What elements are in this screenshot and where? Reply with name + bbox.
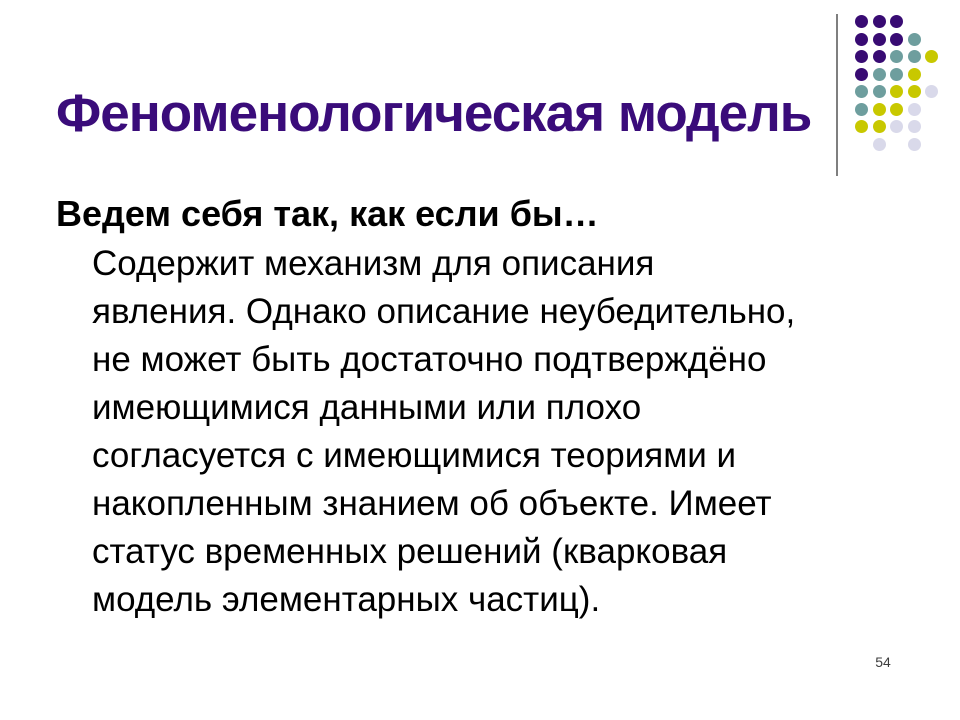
slide-body (56, 190, 926, 624)
decorative-dot (890, 85, 903, 98)
decorative-dot (855, 120, 868, 133)
paragraph-line: не может быть достаточно подтверждёно (92, 340, 767, 379)
decorative-dot (908, 50, 921, 63)
decorative-dot (890, 120, 903, 133)
decorative-dot (873, 33, 886, 46)
decorative-dot (873, 120, 886, 133)
decorative-dot (908, 120, 921, 133)
paragraph-line: модель элементарных частиц). (92, 580, 601, 619)
decorative-dot (908, 138, 921, 151)
decorative-dot (855, 103, 868, 116)
decorative-dot (890, 103, 903, 116)
decorative-dot (925, 85, 938, 98)
dot-grid (855, 15, 950, 160)
paragraph-line: явления. Однако описание неубедительно, (92, 292, 796, 331)
paragraph-line: накопленным знанием об объекте. Имеет (92, 484, 772, 523)
decorative-dot (890, 15, 903, 28)
decorative-dot (908, 85, 921, 98)
paragraph-line: статус временных решений (кварковая (92, 532, 728, 571)
decorative-dot (908, 103, 921, 116)
decorative-dot (908, 68, 921, 81)
paragraph-line: согласуется с имеющимися теориями и (92, 436, 737, 475)
vertical-divider (836, 14, 838, 176)
decorative-dot (873, 68, 886, 81)
decorative-dot (873, 103, 886, 116)
decorative-dot (855, 33, 868, 46)
decorative-dot (855, 15, 868, 28)
slide-title: Феноменологическая модель (56, 84, 812, 143)
decorative-dot (925, 50, 938, 63)
decorative-dot (908, 33, 921, 46)
decorative-dot (890, 68, 903, 81)
decorative-dot (855, 85, 868, 98)
decorative-dot (890, 50, 903, 63)
paragraph-line: Содержит механизм для описания (92, 244, 655, 283)
decorative-dot (873, 15, 886, 28)
decorative-dot (855, 50, 868, 63)
decorative-dot (890, 33, 903, 46)
decorative-dot (855, 68, 868, 81)
decorative-dot (873, 50, 886, 63)
page-number: 54 (875, 654, 891, 670)
decorative-dot (873, 138, 886, 151)
decorative-dot (873, 85, 886, 98)
intro-line: Ведем себя так, как если бы… (56, 193, 599, 234)
paragraph-line: имеющимися данными или плохо (92, 388, 642, 427)
body-paragraph (92, 240, 926, 624)
